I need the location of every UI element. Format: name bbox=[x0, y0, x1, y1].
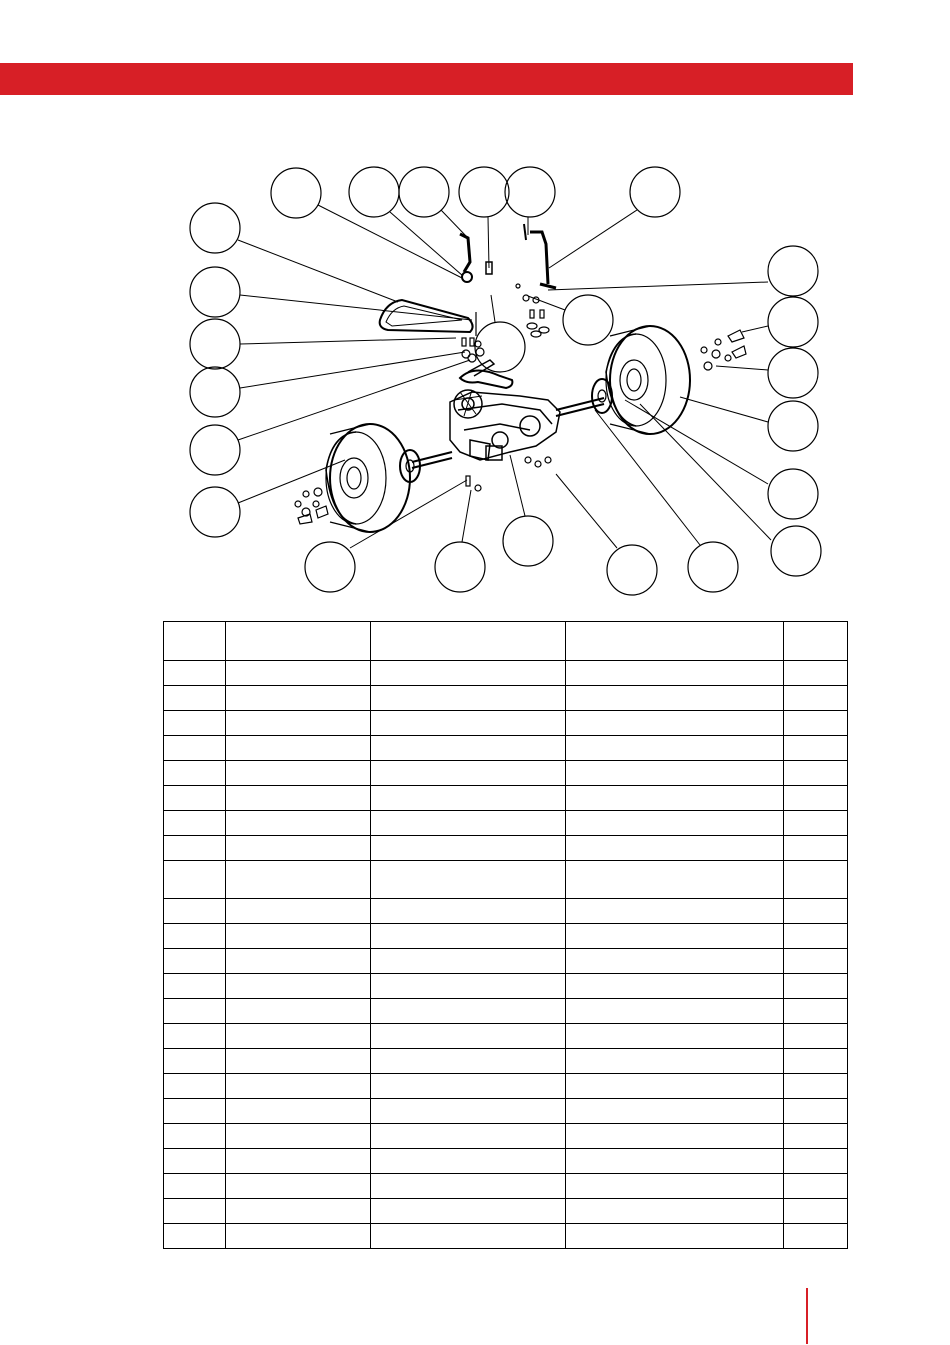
table-cell bbox=[226, 1124, 371, 1149]
table-cell bbox=[226, 1174, 371, 1199]
table-cell bbox=[226, 899, 371, 924]
table-cell bbox=[784, 1199, 848, 1224]
table-cell bbox=[784, 899, 848, 924]
table-cell bbox=[566, 974, 784, 999]
table-cell bbox=[164, 1074, 226, 1099]
table-cell bbox=[226, 711, 371, 736]
callout-balloon bbox=[607, 545, 657, 595]
table-row bbox=[164, 924, 848, 949]
table-cell bbox=[566, 1199, 784, 1224]
table-row bbox=[164, 686, 848, 711]
table-cell bbox=[371, 974, 566, 999]
table-cell bbox=[784, 974, 848, 999]
table-cell bbox=[164, 1024, 226, 1049]
table-row bbox=[164, 811, 848, 836]
table-cell bbox=[784, 1099, 848, 1124]
table-cell bbox=[226, 1149, 371, 1174]
table-cell bbox=[784, 1224, 848, 1249]
callout-balloon bbox=[688, 542, 738, 592]
table-row bbox=[164, 736, 848, 761]
table-cell bbox=[226, 974, 371, 999]
table-cell bbox=[784, 924, 848, 949]
table-cell bbox=[566, 1224, 784, 1249]
table-cell bbox=[566, 1124, 784, 1149]
table-cell bbox=[226, 1074, 371, 1099]
table-cell bbox=[371, 1224, 566, 1249]
table-cell bbox=[226, 686, 371, 711]
callout-balloon bbox=[435, 542, 485, 592]
table-cell bbox=[566, 1074, 784, 1099]
table-row bbox=[164, 1074, 848, 1099]
table-cell bbox=[164, 761, 226, 786]
table-row bbox=[164, 786, 848, 811]
table-cell bbox=[784, 1074, 848, 1099]
table-cell bbox=[371, 949, 566, 974]
table-row bbox=[164, 1049, 848, 1074]
table-cell bbox=[784, 836, 848, 861]
table-cell bbox=[226, 661, 371, 686]
table-cell bbox=[784, 949, 848, 974]
table-cell bbox=[371, 1174, 566, 1199]
table-cell bbox=[566, 861, 784, 899]
table-cell bbox=[566, 836, 784, 861]
table-cell bbox=[566, 811, 784, 836]
table-row bbox=[164, 1199, 848, 1224]
table-cell bbox=[164, 836, 226, 861]
callout-balloon bbox=[768, 401, 818, 451]
table-cell bbox=[164, 861, 226, 899]
table-row bbox=[164, 1124, 848, 1149]
callout-balloon bbox=[768, 469, 818, 519]
table-cell bbox=[784, 1149, 848, 1174]
callout-balloon bbox=[190, 425, 240, 475]
table-cell bbox=[164, 1199, 226, 1224]
table-header-row bbox=[164, 622, 848, 661]
table-row bbox=[164, 899, 848, 924]
table-row bbox=[164, 836, 848, 861]
header-cell bbox=[566, 622, 784, 661]
callout-balloon bbox=[190, 203, 240, 253]
table-cell bbox=[371, 861, 566, 899]
table-cell bbox=[371, 1149, 566, 1174]
table-cell bbox=[784, 999, 848, 1024]
table-cell bbox=[226, 1199, 371, 1224]
table-cell bbox=[784, 661, 848, 686]
table-row bbox=[164, 974, 848, 999]
callout-balloon bbox=[503, 516, 553, 566]
table-cell bbox=[164, 1174, 226, 1199]
table-cell bbox=[226, 786, 371, 811]
table-cell bbox=[371, 1049, 566, 1074]
table-cell bbox=[371, 786, 566, 811]
table-cell bbox=[226, 1024, 371, 1049]
callout-balloon bbox=[768, 297, 818, 347]
table-cell bbox=[371, 1074, 566, 1099]
table-cell bbox=[226, 1049, 371, 1074]
table-row bbox=[164, 761, 848, 786]
table-cell bbox=[164, 999, 226, 1024]
table-cell bbox=[371, 836, 566, 861]
page-marker-rule bbox=[806, 1288, 808, 1344]
table-cell bbox=[566, 949, 784, 974]
header-cell bbox=[371, 622, 566, 661]
table-cell bbox=[164, 1049, 226, 1074]
table-cell bbox=[371, 686, 566, 711]
table-cell bbox=[566, 736, 784, 761]
table-cell bbox=[226, 761, 371, 786]
table-cell bbox=[784, 1174, 848, 1199]
table-cell bbox=[371, 811, 566, 836]
table-cell bbox=[164, 974, 226, 999]
header-cell bbox=[784, 622, 848, 661]
callout-balloon bbox=[190, 267, 240, 317]
table-cell bbox=[164, 899, 226, 924]
table-cell bbox=[164, 736, 226, 761]
table-cell bbox=[566, 1049, 784, 1074]
table-row bbox=[164, 1149, 848, 1174]
table-cell bbox=[226, 811, 371, 836]
table-row bbox=[164, 1099, 848, 1124]
parts-list-table bbox=[163, 621, 848, 1249]
table-cell bbox=[226, 924, 371, 949]
table-cell bbox=[371, 711, 566, 736]
right-wheel bbox=[606, 326, 690, 434]
table-cell bbox=[164, 1099, 226, 1124]
table-cell bbox=[784, 1049, 848, 1074]
callout-balloon bbox=[271, 168, 321, 218]
table-cell bbox=[566, 686, 784, 711]
table-row bbox=[164, 1224, 848, 1249]
table-cell bbox=[371, 1124, 566, 1149]
callout-balloon bbox=[190, 319, 240, 369]
callout-balloon bbox=[190, 487, 240, 537]
table-cell bbox=[566, 899, 784, 924]
table-cell bbox=[164, 1224, 226, 1249]
table-cell bbox=[371, 924, 566, 949]
table-cell bbox=[164, 1149, 226, 1174]
callout-balloon bbox=[190, 367, 240, 417]
table-cell bbox=[164, 786, 226, 811]
callout-balloon bbox=[768, 246, 818, 296]
table-cell bbox=[164, 811, 226, 836]
table-cell bbox=[226, 999, 371, 1024]
table-cell bbox=[226, 836, 371, 861]
table-cell bbox=[164, 661, 226, 686]
table-cell bbox=[566, 661, 784, 686]
table-cell bbox=[164, 711, 226, 736]
table-cell bbox=[371, 661, 566, 686]
table-row bbox=[164, 1174, 848, 1199]
table-cell bbox=[371, 1024, 566, 1049]
table-cell bbox=[371, 1099, 566, 1124]
table-cell bbox=[164, 1124, 226, 1149]
callout-balloon bbox=[399, 167, 449, 217]
table-cell bbox=[784, 711, 848, 736]
table-cell bbox=[784, 736, 848, 761]
header-cell bbox=[164, 622, 226, 661]
table-cell bbox=[371, 761, 566, 786]
table-cell bbox=[164, 949, 226, 974]
table-cell bbox=[784, 861, 848, 899]
table-cell bbox=[784, 761, 848, 786]
table-cell bbox=[566, 1024, 784, 1049]
table-cell bbox=[371, 736, 566, 761]
table-cell bbox=[566, 1174, 784, 1199]
table-cell bbox=[566, 711, 784, 736]
table-cell bbox=[784, 786, 848, 811]
callout-balloon bbox=[768, 348, 818, 398]
table-cell bbox=[566, 924, 784, 949]
table-cell bbox=[226, 1099, 371, 1124]
table-row bbox=[164, 861, 848, 899]
callout-balloon bbox=[505, 167, 555, 217]
callout-balloon bbox=[459, 167, 509, 217]
table-cell bbox=[566, 786, 784, 811]
table-row bbox=[164, 949, 848, 974]
table-cell bbox=[784, 686, 848, 711]
callout-balloon bbox=[349, 167, 399, 217]
table-cell bbox=[371, 999, 566, 1024]
table-cell bbox=[371, 1199, 566, 1224]
table-cell bbox=[566, 1099, 784, 1124]
table-cell bbox=[566, 761, 784, 786]
table-cell bbox=[164, 924, 226, 949]
exploded-parts-diagram bbox=[0, 150, 950, 610]
table-cell bbox=[164, 686, 226, 711]
table-row bbox=[164, 1024, 848, 1049]
table-cell bbox=[226, 736, 371, 761]
left-wheel bbox=[326, 424, 410, 532]
callout-balloon bbox=[563, 295, 613, 345]
callout-balloon bbox=[305, 542, 355, 592]
table-cell bbox=[226, 1224, 371, 1249]
header-band bbox=[0, 63, 853, 95]
table-cell bbox=[784, 811, 848, 836]
callout-balloon bbox=[630, 167, 680, 217]
header-cell bbox=[226, 622, 371, 661]
table-row bbox=[164, 711, 848, 736]
table-row bbox=[164, 661, 848, 686]
table-cell bbox=[371, 899, 566, 924]
callout-balloon bbox=[771, 526, 821, 576]
table-cell bbox=[566, 999, 784, 1024]
table-row bbox=[164, 999, 848, 1024]
table-cell bbox=[566, 1149, 784, 1174]
table-cell bbox=[226, 949, 371, 974]
table-cell bbox=[784, 1124, 848, 1149]
table-cell bbox=[784, 1024, 848, 1049]
table-cell bbox=[226, 861, 371, 899]
